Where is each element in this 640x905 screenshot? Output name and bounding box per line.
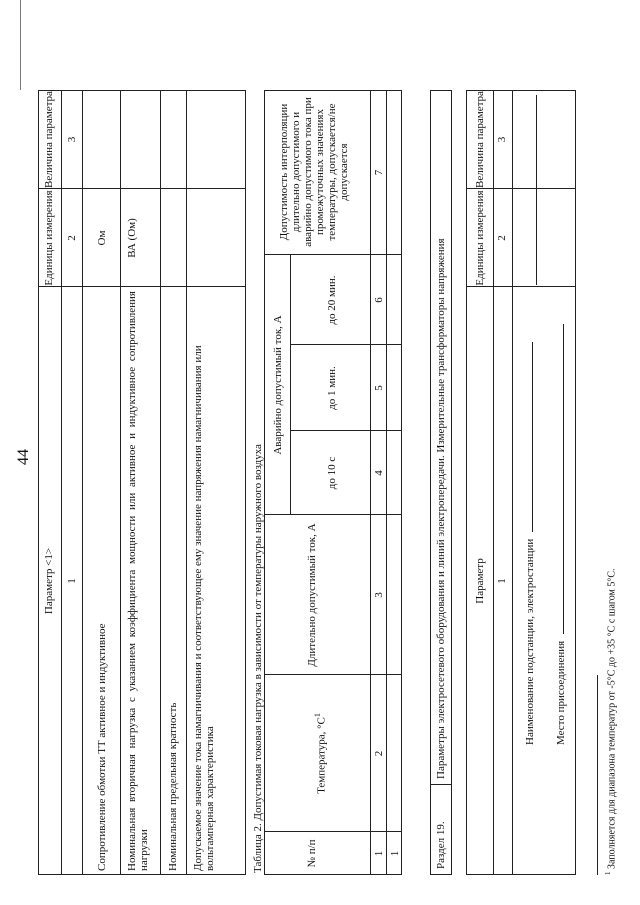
header-parameter: Параметр [474,558,486,604]
table2-caption: Таблица 2. Допустимая токовая нагрузка в зависимости от температуры наружного воздуха [252,444,264,873]
unit-va-ohm: ВА (Ом) [126,218,138,258]
param-magnetizing: Допускаемое значение тока намагничивания и соответствующее ему значение напряжения намагничивания или вольтамперная характеристика [192,345,216,871]
connection-place-blank [563,324,564,634]
table-row-number: 1 [389,850,401,857]
col-number: 7 [373,169,385,176]
footnote: $^1$ Заполняется для диапазона температур от -5°С до +35 °С с шагом 5°С. [604,568,618,875]
col-number: 2 [373,750,385,757]
col-number: 4 [373,470,385,476]
col-number: 1 [373,850,385,857]
header-continuous-current: Длительно допустимый ток, А [306,523,318,667]
substation-name-label: Наименование подстанции, электростанции [524,285,536,745]
param-winding-resistance: Сопротивление обмотки ТТ активное и индуктивное [96,623,108,871]
header-10s: до 10 с [326,456,338,490]
header-temperature: Температура, $^\circ С^1$ [313,713,328,794]
page-number: 44 [15,449,32,465]
param-limit-factor: Номинальная предельная кратность [167,702,179,871]
header-parameter: Параметр <1> [43,547,55,615]
header-value: Величина параметра [474,91,486,188]
col-number: 3 [496,136,508,143]
col-number: 2 [496,235,508,241]
header-row-number: № п/п [306,839,318,868]
substation-name-blank [532,342,533,532]
col-number: 1 [496,578,508,584]
col-number: 3 [373,592,385,598]
col-number: 2 [66,235,78,241]
header-20min: до 20 мин. [326,275,338,325]
section-title: Параметры электросетевого оборудования и линий электропередачи. Измерительные трансформаторы напряжения [435,238,447,779]
footnote-rule [597,675,598,875]
header-value: Величина параметра [43,91,55,188]
param-rated-load: Номинальная вторичная нагрузка с указанием коэффициента мощности или активное и индуктивное сопротивления нагрузки [126,291,150,871]
header-1min: до 1 мин. [326,366,338,410]
header-interpolation: Допустимость интерполяции длительно допустимого и аварийно допустимого тока при промежуточных значениях температуры, допускается/не допускается [278,97,350,247]
header-unit: Единицы измерения [43,190,55,286]
col-number: 6 [373,297,385,303]
header-unit: Единицы измерения [474,190,486,286]
connection-place-label: Место присоединения [555,285,567,745]
col-number: 3 [66,136,78,143]
footnote-ref: 1 [313,713,322,718]
col-number: 5 [373,385,385,391]
edge-rule [20,0,21,90]
unit-ohm: Ом [96,230,108,246]
section-number: Раздел 19. [435,821,447,869]
col-number: 1 [66,578,78,584]
header-emergency-current: Аварийно допустимый ток, А [272,315,284,455]
